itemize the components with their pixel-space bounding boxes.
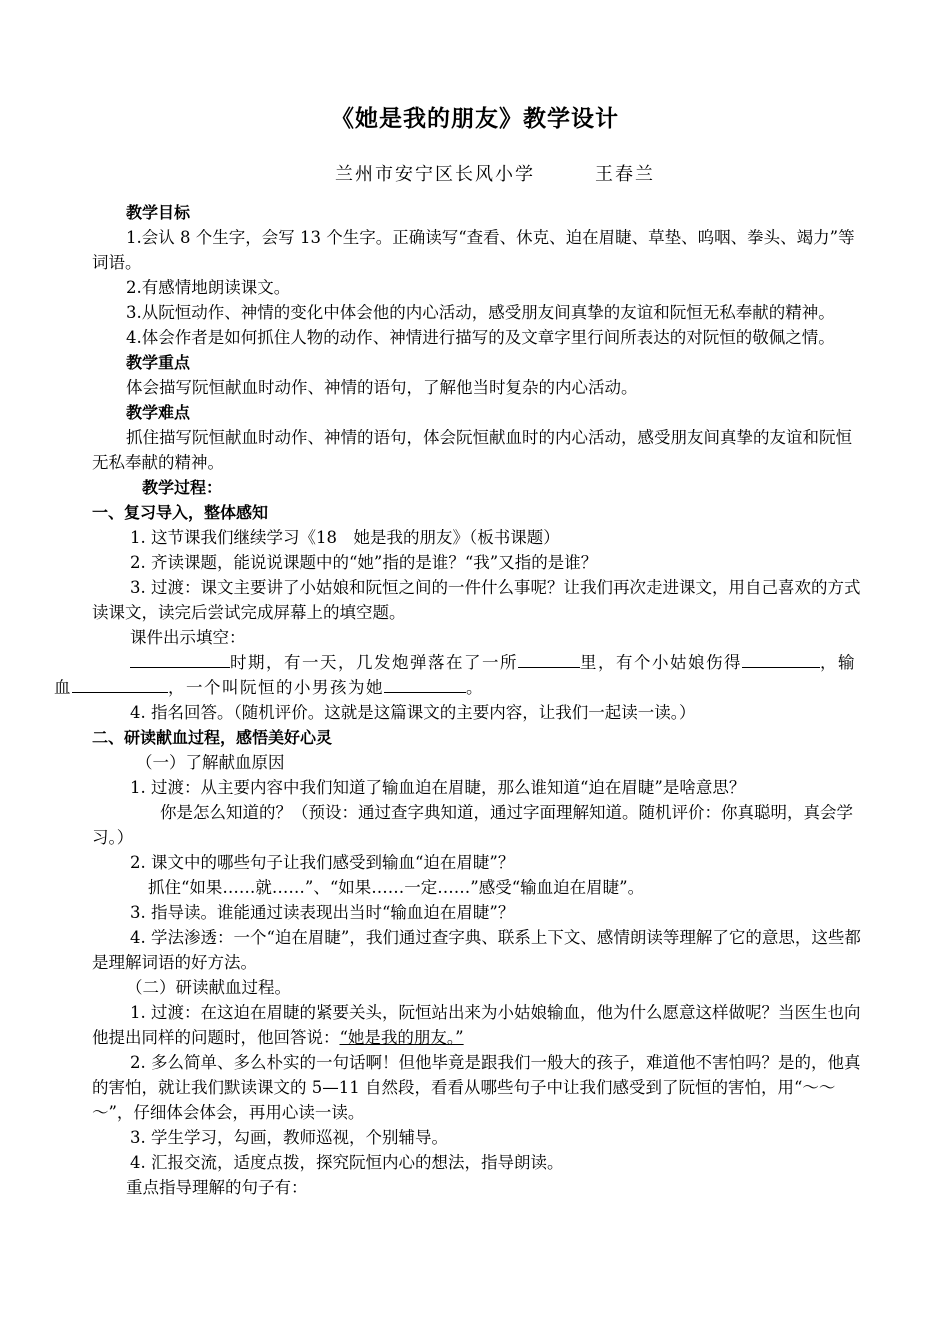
goal-2: 2.有感情地朗读课文。 xyxy=(126,278,291,297)
fill-text-b: 里，有个小姑娘伤得 xyxy=(580,653,742,672)
part3-item-1-text: 1. 过渡：在这迫在眉睫的紧要关头，阮恒站出来为小姑娘输血，他为什么愿意这样做呢？当医生也向他提出同样的问题时，他回答说： xyxy=(92,1003,861,1047)
part2-item-1-cont: 你是怎么知道的？（预设：通过查字典知道，通过字面理解知道。随机评价：你真聪明，真会学习。） xyxy=(92,803,853,847)
part1-item-4: 4. 指名回答。（随机评价。这就是这篇课文的主要内容，让我们一起读一读。） xyxy=(130,703,696,722)
fill-text-f: 。 xyxy=(466,678,484,697)
blank-3[interactable] xyxy=(742,650,820,668)
part3-item-4: 4. 汇报交流，适度点拨，探究阮恒内心的想法，指导朗读。 xyxy=(130,1153,564,1172)
part2-item-3: 3. 指导读。谁能通过读表现出当时“输血迫在眉睫”？ xyxy=(130,903,515,922)
part1-item-2: 2. 齐读课题，能说说课题中的“她”指的是谁？“我”又指的是谁？ xyxy=(130,553,598,572)
difficulty-heading: 教学难点 xyxy=(126,403,191,422)
blank-4[interactable] xyxy=(72,675,168,693)
goal-3: 3.从阮恒动作、神情的变化中体会他的内心活动，感受朋友间真挚的友谊和阮恒无私奉献的精神。 xyxy=(126,303,835,322)
subsection-1-heading: （一）了解献血原因 xyxy=(136,753,285,772)
fill-in-exercise xyxy=(54,650,862,700)
blank-5[interactable] xyxy=(384,675,466,693)
part1-item-1: 1. 这节课我们继续学习《18 她是我的朋友》（板书课题） xyxy=(130,528,560,547)
part1-item-3: 3. 过渡：课文主要讲了小姑娘和阮恒之间的一件什么事呢？让我们再次走进课文，用自己喜欢的方式读课文，读完后尝试完成屏幕上的填空题。 xyxy=(92,578,861,622)
key-heading: 教学重点 xyxy=(126,353,191,372)
document-body xyxy=(54,200,862,1200)
blank-1[interactable] xyxy=(130,650,230,668)
part3-item-5: 重点指导理解的句子有： xyxy=(126,1178,308,1197)
part3-item-2: 2. 多么简单、多么朴实的一句话啊！但他毕竟是跟我们一般大的孩子，难道他不害怕吗？是的，他真的害怕，就让我们默读课文的 5—11 自然段，看看从哪些句子中让我们感受到了阮恒的害怕，用“～～～”，仔细体会体会，再用心读一读。 xyxy=(92,1053,861,1122)
fill-text-e: ，一个叫阮恒的小男孩为她 xyxy=(168,678,384,697)
part2-heading: 二、研读献血过程，感悟美好心灵 xyxy=(92,728,333,747)
answer-quote: “她是我的朋友。” xyxy=(339,1028,464,1047)
difficulty-text: 抓住描写阮恒献血时动作、神情的语句，体会阮恒献血时的内心活动，感受朋友间真挚的友谊和阮恒无私奉献的精神。 xyxy=(92,428,852,472)
part2-item-1: 1. 过渡：从主要内容中我们知道了输血迫在眉睫，那么谁知道“迫在眉睫”是啥意思？ xyxy=(130,778,746,797)
goal-4: 4.体会作者是如何抓住人物的动作、神情进行描写的及文章字里行间所表达的对阮恒的敬佩之情。 xyxy=(126,328,835,347)
blank-2[interactable] xyxy=(518,650,580,668)
key-text: 体会描写阮恒献血时动作、神情的语句，了解他当时复杂的内心活动。 xyxy=(126,378,638,397)
process-heading: 教学过程： xyxy=(142,478,223,497)
fill-intro: 课件出示填空： xyxy=(130,628,246,647)
author-line: 兰州市安宁区长风小学 王春兰 xyxy=(335,164,655,185)
fill-text-a: 时期，有一天，几发炮弹落在了一所 xyxy=(230,653,518,672)
fill-text-d: 血 xyxy=(54,678,72,697)
fill-text-c: ，输 xyxy=(820,653,856,672)
part1-heading: 一、复习导入，整体感知 xyxy=(92,503,269,522)
part2-item-2-cont: 抓住“如果……就……”、“如果……一定……”感受“输血迫在眉睫”。 xyxy=(148,878,645,897)
subsection-2-heading: （二）研读献血过程。 xyxy=(126,978,291,997)
part2-item-4: 4. 学法渗透：一个“迫在眉睫”，我们通过查字典、联系上下文、感情朗读等理解了它的意思，这些都是理解词语的好方法。 xyxy=(92,928,861,972)
part3-item-1 xyxy=(92,1000,862,1050)
document-title: 《她是我的朋友》教学设计 xyxy=(331,106,619,132)
part2-item-2: 2. 课文中的哪些句子让我们感受到输血“迫在眉睫”？ xyxy=(130,853,515,872)
goals-heading: 教学目标 xyxy=(126,203,191,222)
goal-1: 1.会认 8 个生字，会写 13 个生字。正确读写“查看、休克、迫在眉睫、草垫、呜咽、拳头、竭力”等词语。 xyxy=(92,228,855,272)
part3-item-3: 3. 学生学习，勾画，教师巡视，个别辅导。 xyxy=(130,1128,448,1147)
